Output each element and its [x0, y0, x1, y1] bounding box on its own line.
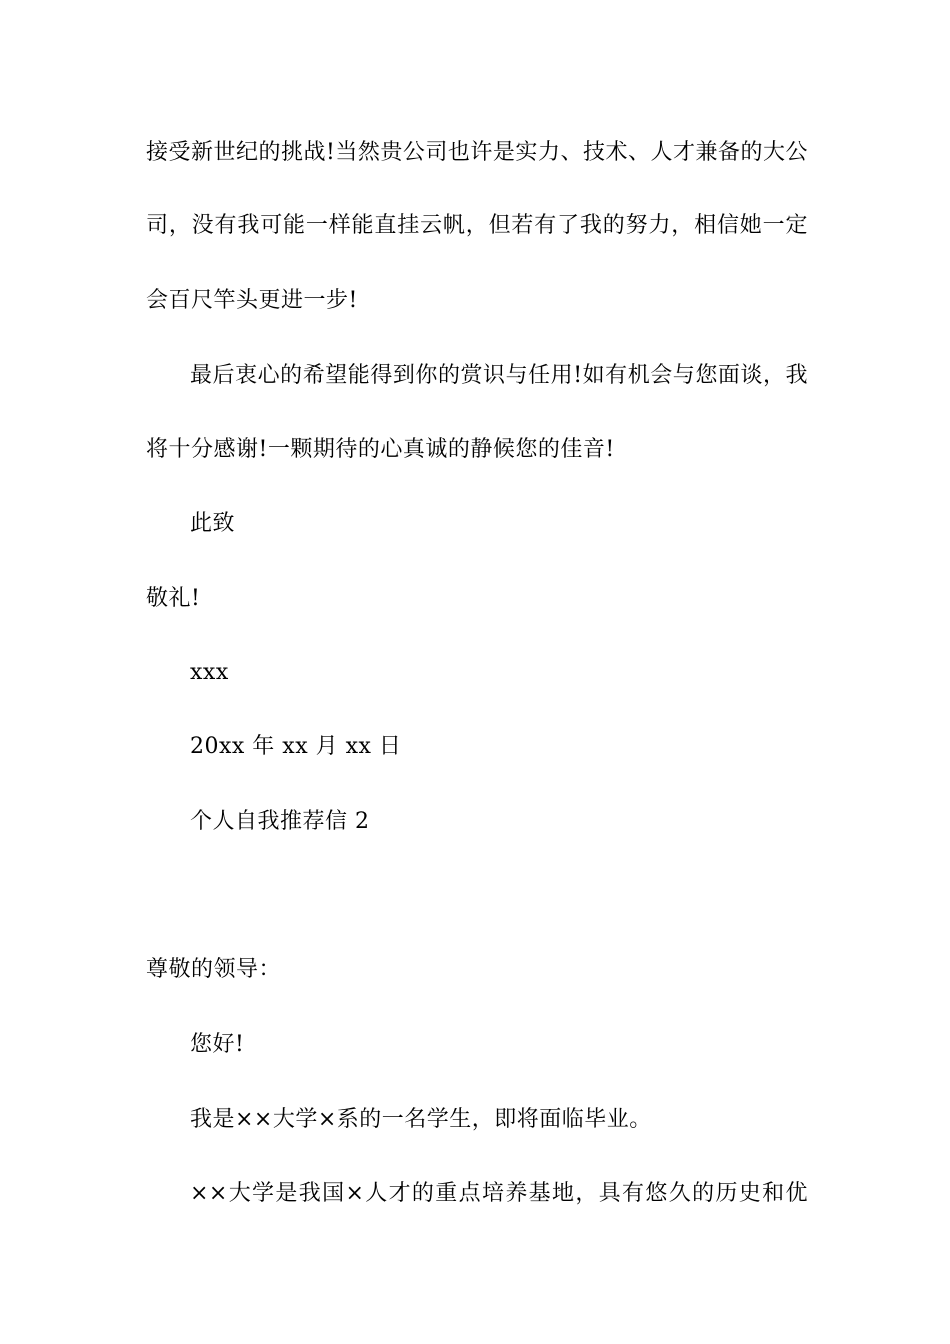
signature-date: 20xx 年 xx 月 xx 日 [190, 734, 402, 759]
section-title: 个人自我推荐信 2 [190, 809, 370, 834]
signature-name: xxx [190, 660, 229, 685]
greeting: 尊敬的领导： [146, 957, 282, 982]
greeting-hello: 您好! [190, 1032, 245, 1057]
paragraph-line-5: 将十分感谢!一颗期待的心真诚的静候您的佳音! [146, 437, 615, 462]
paragraph-line-4: 最后衷心的希望能得到你的赏识与任用!如有机会与您面谈，我 [190, 363, 808, 388]
paragraph-line-1: 接受新世纪的挑战!当然贵公司也许是实力、技术、人才兼备的大公 [146, 140, 808, 165]
closing-salutation: 此致 [190, 511, 236, 536]
paragraph-line-2: 司，没有我可能一样能直挂云帆，但若有了我的努力，相信她一定 [146, 213, 808, 238]
closing-regards: 敬礼! [146, 586, 201, 611]
paragraph-university: ××大学是我国×人才的重点培养基地，具有悠久的历史和优 [190, 1181, 808, 1206]
paragraph-line-3: 会百尺竿头更进一步! [146, 288, 358, 313]
paragraph-intro: 我是××大学×系的一名学生，即将面临毕业。 [190, 1107, 652, 1132]
